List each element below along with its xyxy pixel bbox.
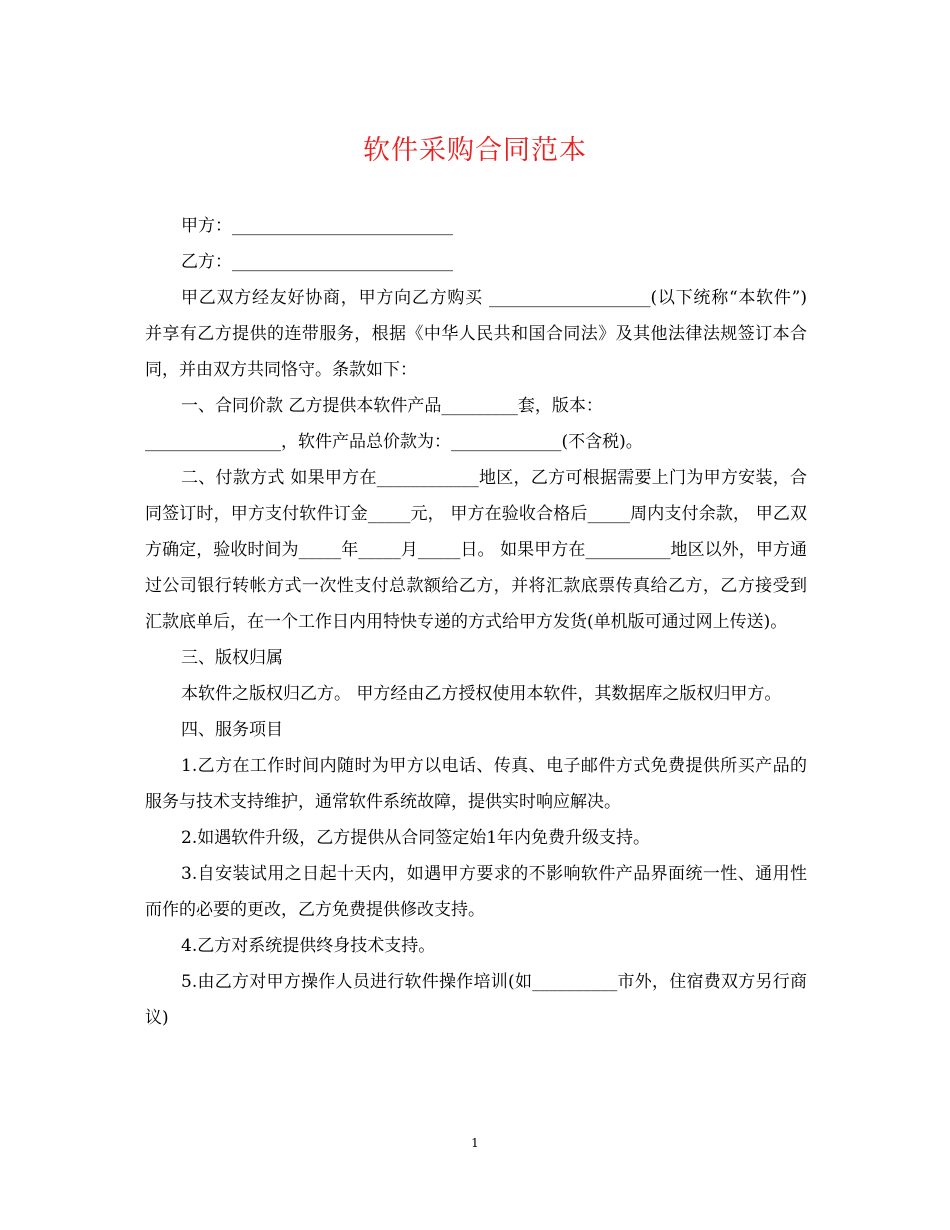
- contract-paragraph: 1.乙方在工作时间内随时为甲方以电话、传真、电子邮件方式免费提供所买产品的服务与技术支持维护，通常软件系统故障，提供实时响应解决。: [145, 756, 807, 812]
- document-title: 软件采购合同范本: [363, 135, 587, 166]
- contract-paragraph: 乙方：__________________________: [181, 252, 453, 272]
- contract-paragraph: 一、合同价款 乙方提供本软件产品_________套，版本：: [181, 396, 603, 416]
- contract-paragraph: 二、付款方式 如果甲方在____________地区，乙方可根据需要上门为甲方安装，合同签订时，甲方支付软件订金_____元， 甲方在验收合格后_____周内支付余款， 甲乙双方确定，验收时间为_____年_____月_____日。 如果甲方在__________地区以外，甲方通过公司银行转帐方式一次性支付总款额给乙方，并将汇款底票传真给乙方，乙方接受到汇款底单后，在一个工作日内用特快专递的方式给甲方发货(单机版可通过网上传送)。: [145, 468, 807, 632]
- contract-paragraph: 5.由乙方对甲方操作人员进行软件操作培训(如__________市外，住宿费双方另行商议): [145, 972, 807, 1028]
- contract-paragraph: ________________，软件产品总价款为：_____________(不含税)。: [145, 432, 643, 452]
- contract-paragraph: 三、版权归属: [181, 648, 283, 668]
- document-body: [145, 208, 807, 1036]
- contract-paragraph: 2.如遇软件升级，乙方提供从合同签定始1年内免费升级支持。: [181, 828, 651, 848]
- contract-paragraph: 3.自安装试用之日起十天内，如遇甲方要求的不影响软件产品界面统一性、通用性而作的必要的更改，乙方免费提供修改支持。: [145, 864, 807, 920]
- contract-paragraph: 本软件之版权归乙方。 甲方经由乙方授权使用本软件，其数据库之版权归甲方。: [181, 684, 782, 704]
- contract-paragraph: 甲乙双方经友好协商，甲方向乙方购买 ___________________(以下统称“本软件”) 并享有乙方提供的连带服务，根据《中华人民共和国合同法》及其他法律法规签订本合同，并由双方共同恪守。条款如下：: [145, 288, 807, 380]
- contract-paragraph: 四、服务项目: [181, 720, 283, 740]
- page-number: 1: [471, 1136, 479, 1150]
- contract-paragraph: 甲方：__________________________: [181, 216, 453, 236]
- contract-paragraph: 4.乙方对系统提供终身技术支持。: [181, 936, 436, 956]
